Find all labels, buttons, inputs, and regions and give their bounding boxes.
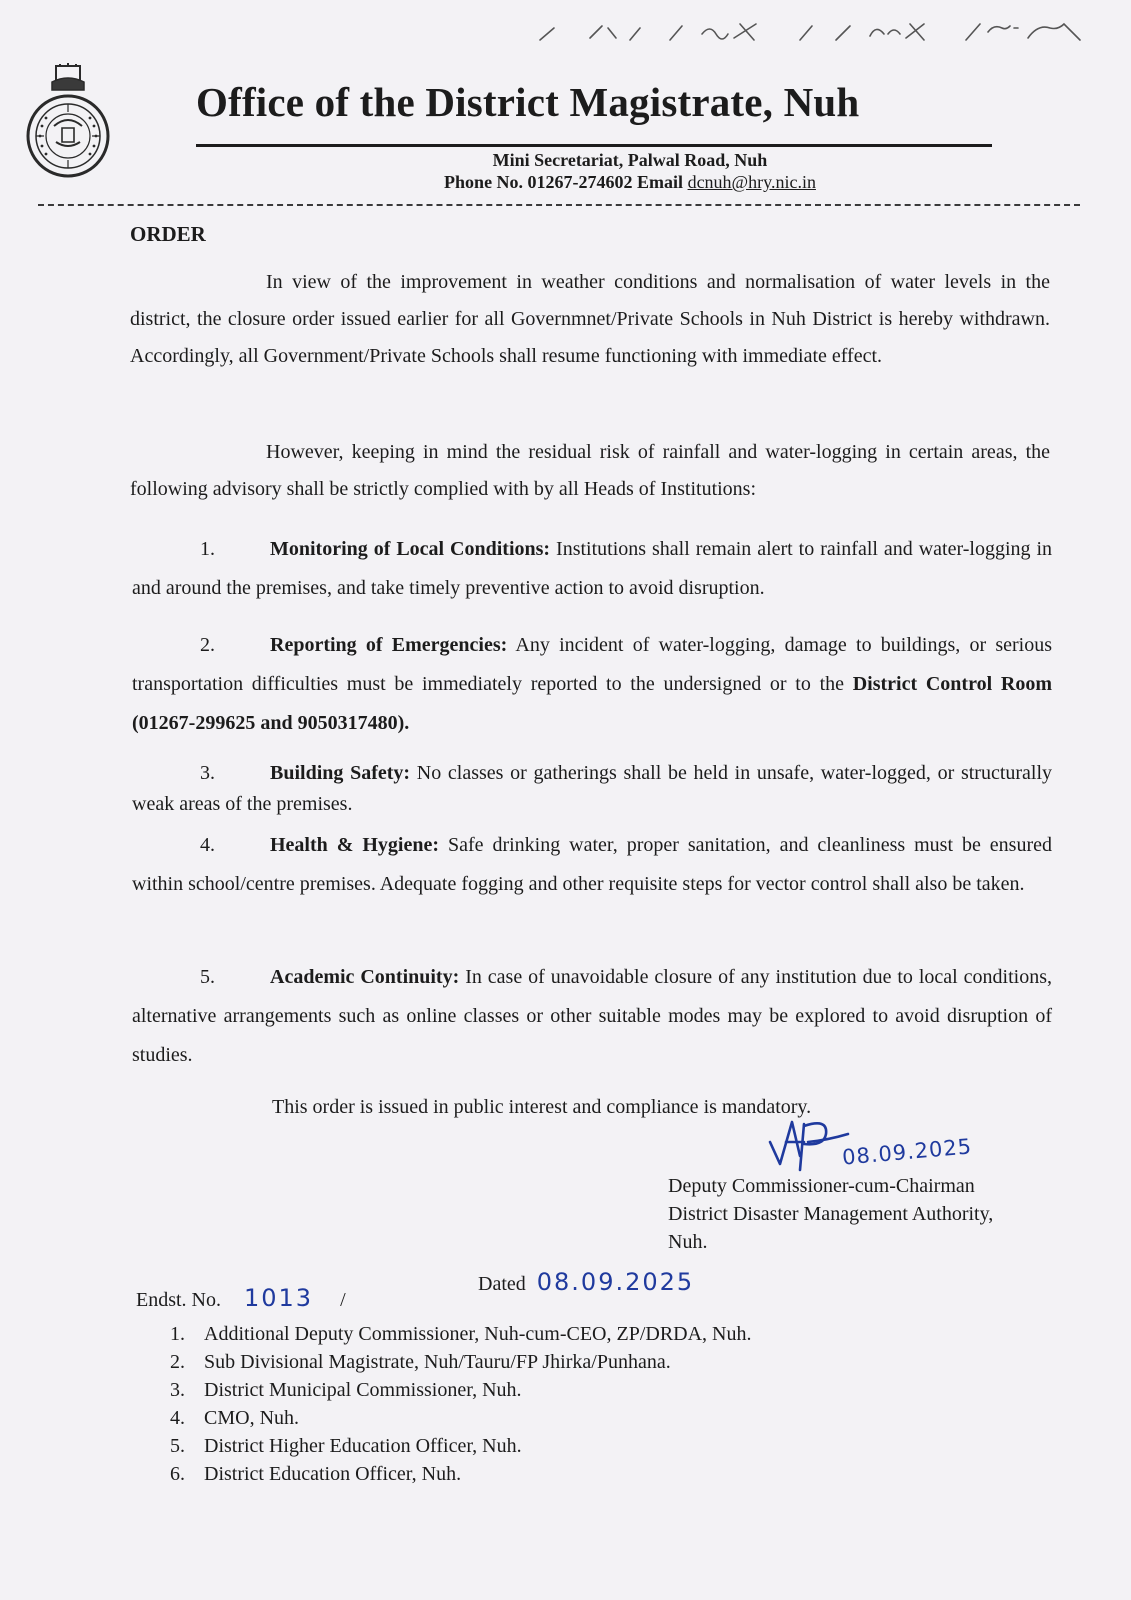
copy-forwarded-list [170,1320,752,1488]
advisory-number: 5. [200,966,215,988]
government-emblem-seal-icon [18,62,118,180]
control-room-contact: District Control Room (01267-299625 and 9050317480). [132,673,1052,734]
advisory-title: Monitoring of Local Conditions: [270,538,551,560]
list-item: 5. District Higher Education Officer, Nuh. [170,1435,522,1457]
advisory-text: No classes or gatherings shall be held in unsafe, water-logged, or structurally weak areas of the premises. [132,762,1053,815]
contact-line [350,172,910,193]
list-item: 4. CMO, Nuh. [170,1407,300,1429]
advisory-title: Health & Hygiene: [270,834,439,856]
endorsement-label: Endst. No. [136,1289,221,1311]
signature-date: 08.09.2025 [841,1134,974,1170]
phone-label: Phone No. 01267-274602 Email [444,172,684,192]
list-item: 2. Sub Divisional Magistrate, Nuh/Tauru/FP Jhirka/Punhana. [170,1351,671,1373]
advisory-number: 3. [200,762,215,784]
signatory-designation [668,1172,1088,1256]
advisory-title: Academic Continuity: [270,966,460,988]
dated-value: 08.09.2025 [536,1268,695,1296]
designation-line: Nuh. [668,1231,708,1253]
paragraph-text: In view of the improvement in weather conditions and normalisation of water levels in the district, the closure order issued earlier for all Governmnet/Private Schools in Nuh District is hereby withdrawn. Accordingly, all Government/Private Schools shall resume functioning with immediate effect. [130,271,1050,367]
advisory-item-2 [132,626,1052,743]
paragraph-text: However, keeping in mind the residual risk of rainfall and water-logging in certain areas, the following advisory shall be strictly complied with by all Heads of Institutions: [130,441,1050,500]
list-item: 6. District Education Officer, Nuh. [170,1463,462,1485]
advisory-item-5 [132,958,1052,1075]
office-title: Office of the District Magistrate, Nuh [196,79,860,125]
designation-line: Deputy Commissioner-cum-Chairman [668,1175,975,1197]
email-link[interactable]: dcnuh@hry.nic.in [687,172,816,192]
advisory-text: In case of unavoidable closure of any institution due to local conditions, alternative arrangements such as online classes or other suitable modes may be explored to avoid disruption of studies. [132,966,1052,1066]
advisory-item-1 [132,530,1052,608]
handwritten-signature-icon [764,1112,854,1172]
office-address: Mini Secretariat, Palwal Road, Nuh [492,150,768,170]
advisory-number: 4. [200,834,215,856]
advisory-title: Building Safety: [270,762,411,784]
advisory-item-3 [132,758,1052,820]
advisory-number: 1. [200,538,215,560]
advisory-item-4 [132,826,1052,904]
advisory-title: Reporting of Emergencies: [270,634,508,656]
list-item: 1. Additional Deputy Commissioner, Nuh-cum-CEO, ZP/DRDA, Nuh. [170,1323,752,1345]
dated-label: Dated [478,1273,526,1295]
list-item: 3. District Municipal Commissioner, Nuh. [170,1379,522,1401]
advisory-text: Any incident of water-logging, damage to buildings, or serious transportation difficulties must be immediately reported to the undersigned or to the [132,634,1052,695]
endorsement-number-value: 1013 [244,1284,314,1312]
closing-statement: This order is issued in public interest and compliance is mandatory. [272,1096,812,1118]
designation-line: District Disaster Management Authority, [668,1203,994,1225]
advisory-text: Safe drinking water, proper sanitation, and cleanliness must be ensured within school/centre premises. Adequate fogging and other requisite steps for vector control shall also be taken. [132,834,1052,895]
header-divider [38,204,1080,206]
order-paragraph-2 [130,434,1050,508]
order-heading: ORDER [130,222,206,246]
title-underline [196,144,992,147]
advisory-text: Institutions shall remain alert to rainfall and water-logging in and around the premises, and take timely preventive action to avoid disruption. [132,538,1052,599]
endorsement-number: Endst. No. 1013 / [136,1284,346,1312]
top-margin-scribbles [520,14,1100,54]
advisory-number: 2. [200,634,215,656]
endorsement-date [478,1268,694,1296]
order-paragraph-1 [130,264,1050,375]
